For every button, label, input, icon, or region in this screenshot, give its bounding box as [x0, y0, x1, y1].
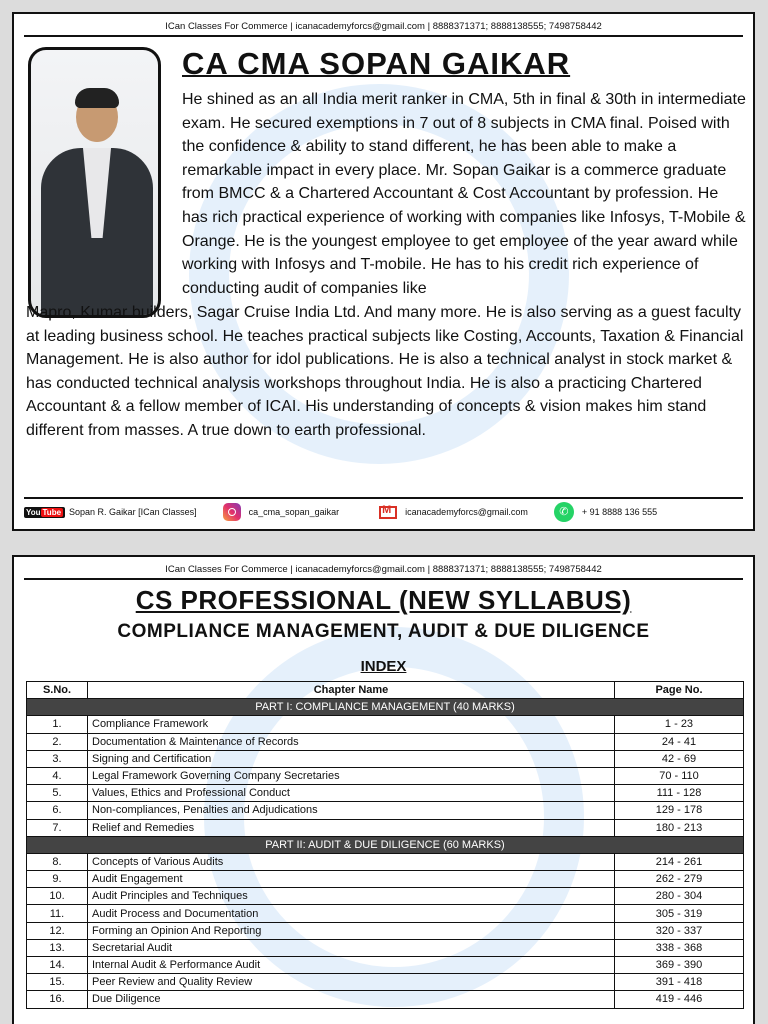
chapter-number: 3. — [27, 750, 88, 767]
profile-bio-part1: He shined as an all India merit ranker in CMA, 5th in final & 30th in intermediate exam. He secured exemptions in 7 out of 8 subjects in CMA final. Poised with the confidence & ability to stand different, he has been able to make a remarkable impact in every place. Mr. Sopan Gaikar is a commerce graduate from BMCC & a Chartered Accountant & Cost Accountant by profession. He has rich practical experience of working with companies like Infosys, T-Mobile & Orange. He is the youngest employee to get employee of the year award while working with Infosys and T-mobile. He has to his credit rich experience of conducting audit of companies like — [182, 91, 746, 297]
table-row — [27, 785, 744, 802]
page-range: 391 - 418 — [615, 974, 744, 991]
email-address: icanacademyforcs@gmail.com — [405, 507, 528, 517]
page-range: 24 - 41 — [615, 733, 744, 750]
chapter-number: 5. — [27, 785, 88, 802]
chapter-number: 6. — [27, 802, 88, 819]
table-row — [27, 802, 744, 819]
index-table — [26, 681, 744, 1009]
profile-page — [12, 12, 755, 531]
chapter-number: 13. — [27, 939, 88, 956]
chapter-name: Signing and Certification — [88, 750, 615, 767]
instagram-icon — [223, 503, 241, 521]
page-range: 180 - 213 — [615, 819, 744, 836]
page-range: 419 - 446 — [615, 991, 744, 1008]
table-row — [27, 716, 744, 733]
part-heading-row — [27, 699, 744, 716]
table-row — [27, 733, 744, 750]
index-heading: INDEX — [360, 658, 407, 675]
instagram-link[interactable] — [223, 503, 340, 521]
profile-photo — [28, 47, 161, 318]
chapter-number: 15. — [27, 974, 88, 991]
chapter-name: Internal Audit & Performance Audit — [88, 957, 615, 974]
table-row — [27, 819, 744, 836]
instagram-handle: ca_cma_sopan_gaikar — [248, 507, 340, 517]
part-heading: PART I: COMPLIANCE MANAGEMENT (40 MARKS) — [27, 699, 744, 716]
page-range: 111 - 128 — [615, 785, 744, 802]
youtube-icon: You Tube — [24, 507, 65, 518]
page-range: 369 - 390 — [615, 957, 744, 974]
col-pages: Page No. — [615, 682, 744, 699]
gmail-icon — [379, 506, 397, 519]
chapter-name: Non-compliances, Penalties and Adjudications — [88, 802, 615, 819]
chapter-number: 4. — [27, 767, 88, 784]
page-range: 42 - 69 — [615, 750, 744, 767]
course-title: CS PROFESSIONAL (NEW SYLLABUS) — [135, 585, 632, 615]
whatsapp-number: + 91 8888 136 555 — [581, 507, 658, 517]
page-range: 262 - 279 — [615, 871, 744, 888]
chapter-number: 8. — [27, 853, 88, 870]
page-range: 70 - 110 — [615, 767, 744, 784]
table-row — [27, 871, 744, 888]
table-row — [27, 853, 744, 870]
table-row — [27, 750, 744, 767]
col-sno: S.No. — [27, 682, 88, 699]
index-page — [12, 555, 755, 1024]
chapter-number: 12. — [27, 922, 88, 939]
table-row — [27, 974, 744, 991]
chapter-name: Documentation & Maintenance of Records — [88, 733, 615, 750]
table-row — [27, 922, 744, 939]
part-heading-row — [27, 836, 744, 853]
table-row — [27, 905, 744, 922]
part-heading: PART II: AUDIT & DUE DILIGENCE (60 MARKS) — [27, 836, 744, 853]
chapter-name: Audit Engagement — [88, 871, 615, 888]
profile-bio-part2: Mapro, Kumar builders, Sagar Cruise India Ltd. And many more. He is also serving as a guest faculty at leading business school. He teaches practical subjects like Costing, Accounts, Taxation & Financial Management. He is also author for idol publications. He is also a technical analyst in stock market & has conducted technical analysis workshops throughout India. He is also a practicing Chartered Accountant & a fellow member of ICAI. His understanding of concepts & vision makes him stand different from masses. A true down to earth professional. — [26, 304, 744, 439]
chapter-name: Peer Review and Quality Review — [88, 974, 615, 991]
chapter-number: 9. — [27, 871, 88, 888]
chapter-name: Due Diligence — [88, 991, 615, 1008]
profile-name: CA CMA SOPAN GAIKAR — [182, 46, 571, 81]
chapter-number: 1. — [27, 716, 88, 733]
col-chapter: Chapter Name — [88, 682, 615, 699]
page-range: 129 - 178 — [615, 802, 744, 819]
whatsapp-icon: ✆ — [554, 502, 574, 522]
youtube-channel: Sopan R. Gaikar [ICan Classes] — [69, 507, 197, 517]
contact-header: ICan Classes For Commerce | icanacademyforcs@gmail.com | 8888371371; 8888138555; 7498758442 — [24, 18, 743, 37]
chapter-number: 7. — [27, 819, 88, 836]
page-range: 280 - 304 — [615, 888, 744, 905]
email-link[interactable] — [379, 506, 528, 519]
whatsapp-link[interactable] — [554, 502, 657, 522]
page-range: 338 - 368 — [615, 939, 744, 956]
chapter-name: Audit Principles and Techniques — [88, 888, 615, 905]
table-row — [27, 991, 744, 1008]
subject-title: COMPLIANCE MANAGEMENT, AUDIT & DUE DILIGENCE — [117, 621, 650, 642]
chapter-number: 14. — [27, 957, 88, 974]
chapter-name: Concepts of Various Audits — [88, 853, 615, 870]
page-range: 320 - 337 — [615, 922, 744, 939]
table-header-row — [27, 682, 744, 699]
chapter-name: Secretarial Audit — [88, 939, 615, 956]
table-row — [27, 939, 744, 956]
chapter-name: Forming an Opinion And Reporting — [88, 922, 615, 939]
page-range: 214 - 261 — [615, 853, 744, 870]
chapter-name: Compliance Framework — [88, 716, 615, 733]
chapter-number: 2. — [27, 733, 88, 750]
table-row — [27, 888, 744, 905]
chapter-name: Audit Process and Documentation — [88, 905, 615, 922]
chapter-number: 16. — [27, 991, 88, 1008]
chapter-number: 10. — [27, 888, 88, 905]
page-range: 1 - 23 — [615, 716, 744, 733]
page-range: 305 - 319 — [615, 905, 744, 922]
social-footer — [24, 497, 743, 525]
chapter-name: Relief and Remedies — [88, 819, 615, 836]
chapter-name: Legal Framework Governing Company Secretaries — [88, 767, 615, 784]
chapter-number: 11. — [27, 905, 88, 922]
chapter-name: Values, Ethics and Professional Conduct — [88, 785, 615, 802]
person-hair — [75, 88, 119, 108]
contact-header: ICan Classes For Commerce | icanacademyforcs@gmail.com | 8888371371; 8888138555; 7498758442 — [24, 561, 743, 580]
table-row — [27, 767, 744, 784]
table-row — [27, 957, 744, 974]
youtube-link[interactable] — [24, 507, 197, 518]
